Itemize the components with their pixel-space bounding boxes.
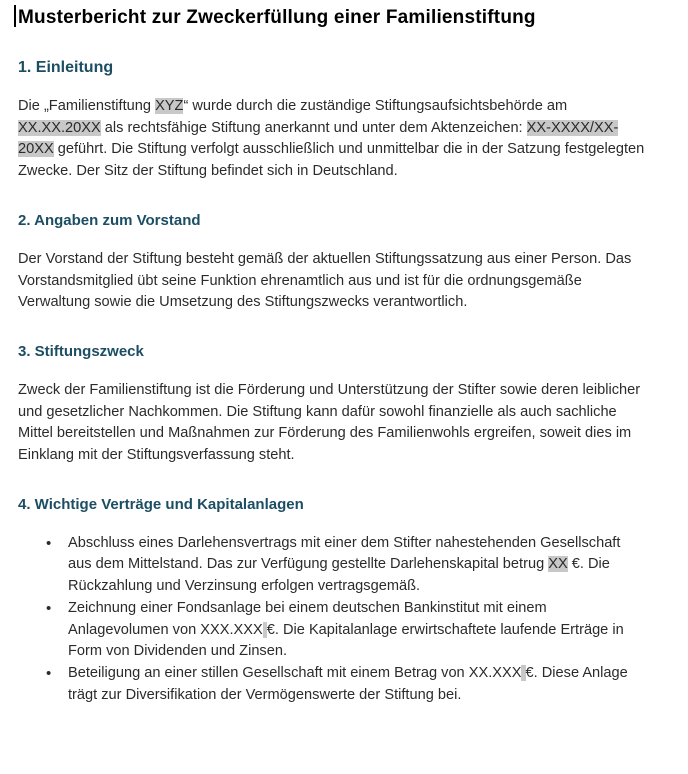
text-run: geführt. Die Stiftung verfolgt ausschließlich und unmittelbar die in der Satzung festgelegten Zwecke. Der Sitz der Stiftung befindet sich in Deutschland. xyxy=(18,141,645,180)
text-cursor xyxy=(14,5,16,27)
paragraph-einleitung xyxy=(18,96,646,183)
placeholder-field[interactable]: XYZ xyxy=(155,98,184,114)
bullet-list xyxy=(18,533,634,707)
list-item-stille-gesellschaft xyxy=(18,663,634,706)
text-run: €. Diese Anlage trägt zur Diversifikation der Vermögenswerte der Stiftung bei. xyxy=(68,664,628,703)
text-run: Beteiligung an einer stillen Gesellschaft mit einem Betrag von XX.XXX xyxy=(68,664,522,681)
section-heading-stiftungszweck: 3. Stiftungszweck xyxy=(18,342,144,360)
document-title xyxy=(18,5,644,31)
section-heading-einleitung: 1. Einleitung xyxy=(18,59,114,76)
placeholder-field[interactable]: XX.XX.20XX xyxy=(18,119,101,136)
text-run: “ wurde durch die zuständige Stiftungsaufsichtsbehörde am xyxy=(183,98,568,114)
text-run: Zweck der Familienstiftung ist die Förderung und Unterstützung der Stifter sowie deren leiblicher und gesetzlicher Nachkommen. Die Stiftung kann dafür sowohl finanzielle als auch sachliche Mittel bereitstellen und Maßnahmen zur Förderung des Familienwohls ergreifen, soweit dies im Einklang mit der Stiftungsverfassung steht. xyxy=(18,381,641,464)
text-run: €. Die Rückzahlung und Verzinsung erfolgen vertragsgemäß. xyxy=(68,556,610,595)
placeholder-field[interactable]: XX xyxy=(548,556,568,573)
section-heading-vorstand: 2. Angaben zum Vorstand xyxy=(18,211,201,229)
text-run: als rechtsfähige Stiftung anerkannt und unter dem Aktenzeichen: xyxy=(100,119,527,136)
list-item-darlehensvertrag xyxy=(18,533,634,598)
placeholder-field[interactable]: XX-XXXX/XX-20XX xyxy=(18,119,619,158)
text-run: Zeichnung einer Fondsanlage bei einem deutschen Bankinstitut mit einem Anlagevolumen von XXX.XXX xyxy=(68,599,547,638)
document-title-text: Musterbericht zur Zweckerfüllung einer Familienstiftung xyxy=(18,7,536,28)
text-run: Der Vorstand der Stiftung besteht gemäß der aktuellen Stiftungssatzung aus einer Person. Das Vorstandsmitglied übt seine Funktion ehrenamtlich aus und ist für die ordnungsgemäße Verwaltung sowie die Umsetzung des Stiftungszwecks verantwortlich. xyxy=(18,250,632,311)
text-run: Abschluss eines Darlehensvertrags mit einer dem Stifter nahestehenden Gesellschaft aus dem Mittelstand. Das zur Verfügung gestellte Darlehenskapital betrug xyxy=(68,534,621,573)
section-heading-vertraege-kapitalanlagen: 4. Wichtige Verträge und Kapitalanlagen xyxy=(18,495,304,513)
list-item-fondsanlage xyxy=(18,598,634,663)
paragraph-vorstand xyxy=(18,249,646,314)
paragraph-stiftungszweck xyxy=(18,380,646,467)
text-run: Die „Familienstiftung xyxy=(18,98,156,114)
text-run: €. Die Kapitalanlage erwirtschaftete laufende Erträge in Form von Dividenden und Zinsen. xyxy=(68,621,624,660)
